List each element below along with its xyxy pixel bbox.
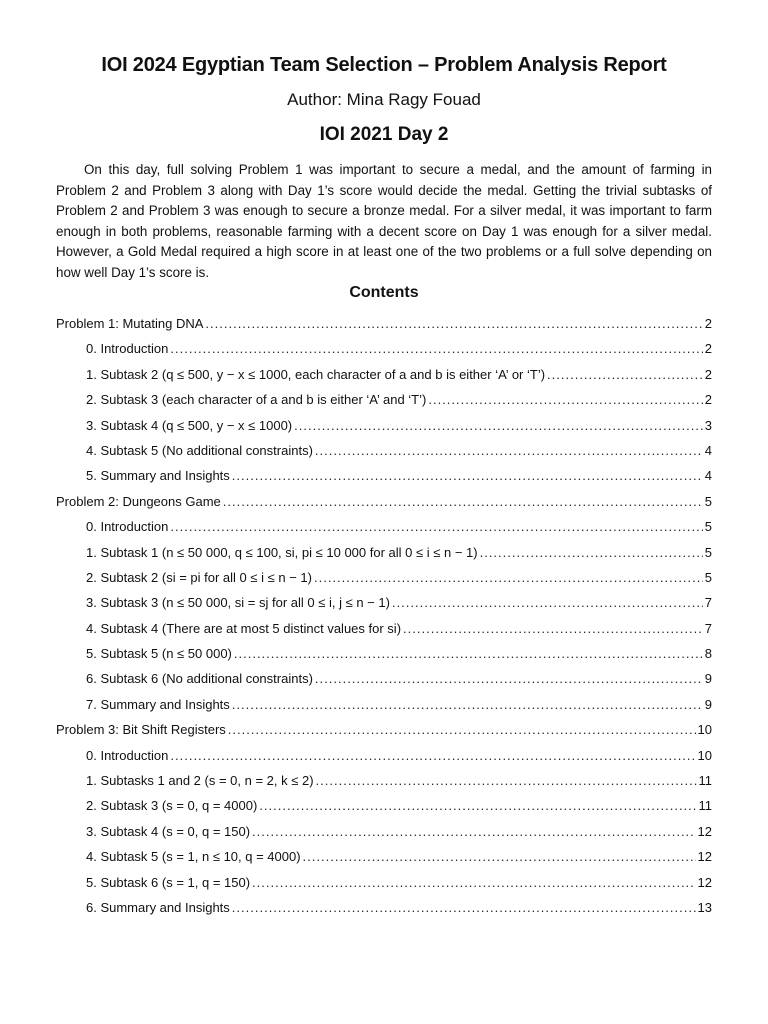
toc-page-number: 12 [697,849,712,865]
document-title: IOI 2024 Egyptian Team Selection – Problem Analysis Report [101,54,667,76]
toc-page-number: 11 [698,798,712,814]
toc-dot-leader [428,392,702,407]
toc-label: 1. Subtask 1 (n ≤ 50 000, q ≤ 100, si, pi ≤ 10 000 for all 0 ≤ i ≤ n − 1) [86,544,478,560]
toc-entry-problem-1[interactable] [56,316,712,341]
toc-dot-leader [303,849,696,864]
toc-entry[interactable] [56,621,712,646]
toc-page-number: 13 [697,899,712,915]
table-of-contents [56,316,712,925]
toc-dot-leader [315,443,703,458]
toc-page-number: 9 [704,696,712,712]
toc-dot-leader [232,697,703,712]
toc-entry[interactable] [56,798,712,823]
toc-dot-leader [259,798,696,813]
toc-entry[interactable] [56,392,712,417]
toc-page-number: 9 [704,671,712,687]
toc-entry[interactable] [56,595,712,620]
contents-heading: Contents [349,284,419,301]
toc-page-number: 10 [697,747,712,763]
toc-page-number: 4 [704,468,712,484]
toc-label: 3. Subtask 4 (q ≤ 500, y − x ≤ 1000) [86,417,293,433]
toc-dot-leader [170,519,702,534]
toc-entry[interactable] [56,849,712,874]
toc-dot-leader [170,341,702,356]
toc-page-number: 5 [704,493,712,509]
toc-label: 3. Subtask 3 (n ≤ 50 000, si = sj for all 0 ≤ i, j ≤ n − 1) [86,595,390,611]
toc-label: 4. Subtask 5 (No additional constraints) [86,442,313,458]
toc-entry[interactable] [56,900,712,925]
toc-entry[interactable] [56,545,712,570]
toc-page-number: 2 [704,316,712,331]
section-title: IOI 2021 Day 2 [319,124,449,145]
toc-entry[interactable] [56,367,712,392]
toc-entry[interactable] [56,824,712,849]
toc-dot-leader [234,646,703,661]
toc-label: Problem 1: Mutating DNA [56,316,204,331]
toc-dot-leader [205,316,702,331]
toc-dot-leader [480,545,703,560]
toc-entry[interactable] [56,341,712,366]
toc-label: 3. Subtask 4 (s = 0, q = 150) [86,823,251,839]
toc-label: Problem 2: Dungeons Game [56,493,221,509]
toc-entry[interactable] [56,468,712,493]
toc-page-number: 7 [704,620,712,636]
author-line: Author: Mina Ragy Fouad [287,90,481,109]
toc-page-number: 7 [704,595,712,611]
toc-label: 4. Subtask 5 (s = 1, n ≤ 10, q = 4000) [86,849,301,865]
toc-page-number: 5 [704,569,712,585]
toc-label: 0. Introduction [86,341,169,357]
intro-paragraph: On this day, full solving Problem 1 was important to secure a medal, and the amount of farming in Problem 2 and Problem 3 along with Day 1’s score would decide the medal. Getting the trivial subtasks of Problem 2 and Problem 3 was enough to secure a bronze medal. For a silver medal, it was important to farm enough in both problems, reasonable farming with a decent score on Day 1 was enough for a silver medal. However, a Gold Medal required a high score in at least one of the two problems or a full solve depending on how well Day 1’s score is. [56,162,712,280]
toc-label: 7. Summary and Insights [86,696,230,712]
toc-page-number: 11 [698,773,712,789]
toc-label: 1. Subtasks 1 and 2 (s = 0, n = 2, k ≤ 2) [86,773,314,789]
toc-page-number: 5 [704,544,712,560]
toc-entry[interactable] [56,646,712,671]
toc-label: 2. Subtask 2 (si = pi for all 0 ≤ i ≤ n − 1) [86,569,312,585]
toc-label: 5. Subtask 6 (s = 1, q = 150) [86,874,251,890]
toc-dot-leader [392,595,703,610]
toc-page-number: 12 [697,874,712,890]
toc-label: 6. Subtask 6 (No additional constraints) [86,671,313,687]
toc-dot-leader [252,875,695,890]
toc-label: 0. Introduction [86,747,169,763]
toc-dot-leader [403,621,703,636]
toc-page-number: 12 [697,823,712,839]
toc-dot-leader [232,900,696,915]
toc-entry[interactable] [56,773,712,798]
toc-entry-problem-3[interactable] [56,722,712,747]
toc-entry[interactable] [56,418,712,443]
toc-page-number: 10 [697,722,712,738]
toc-dot-leader [314,570,703,585]
toc-dot-leader [294,418,703,433]
toc-label: 6. Summary and Insights [86,899,230,915]
toc-dot-leader [232,468,703,483]
toc-page-number: 3 [704,417,712,433]
toc-page-number: 2 [704,366,712,382]
toc-page-number: 2 [704,341,712,357]
toc-label: Problem 3: Bit Shift Registers [56,722,226,738]
toc-label: 5. Summary and Insights [86,468,230,484]
toc-page-number: 2 [704,392,712,408]
toc-label: 4. Subtask 4 (There are at most 5 distinct values for si) [86,620,402,636]
toc-entry[interactable] [56,443,712,468]
toc-page-number: 8 [704,646,712,662]
toc-dot-leader [315,671,703,686]
toc-entry[interactable] [56,748,712,773]
toc-label: 5. Subtask 5 (n ≤ 50 000) [86,646,232,662]
toc-dot-leader [252,824,695,839]
toc-page-number: 4 [704,442,712,458]
toc-dot-leader [228,722,696,737]
toc-label: 1. Subtask 2 (q ≤ 500, y − x ≤ 1000, each character of a and b is either ‘A’ or ‘T’) [86,366,546,382]
toc-dot-leader [223,494,703,509]
toc-entry[interactable] [56,671,712,696]
toc-dot-leader [170,748,695,763]
toc-page-number: 5 [704,519,712,535]
toc-entry[interactable] [56,519,712,544]
toc-entry[interactable] [56,875,712,900]
toc-label: 0. Introduction [86,519,169,535]
toc-entry-problem-2[interactable] [56,494,712,519]
toc-dot-leader [547,367,703,382]
toc-dot-leader [316,773,697,788]
toc-entry[interactable] [56,697,712,722]
toc-entry[interactable] [56,570,712,595]
toc-label: 2. Subtask 3 (each character of a and b is either ‘A’ and ‘T’) [86,392,427,408]
toc-label: 2. Subtask 3 (s = 0, q = 4000) [86,798,258,814]
